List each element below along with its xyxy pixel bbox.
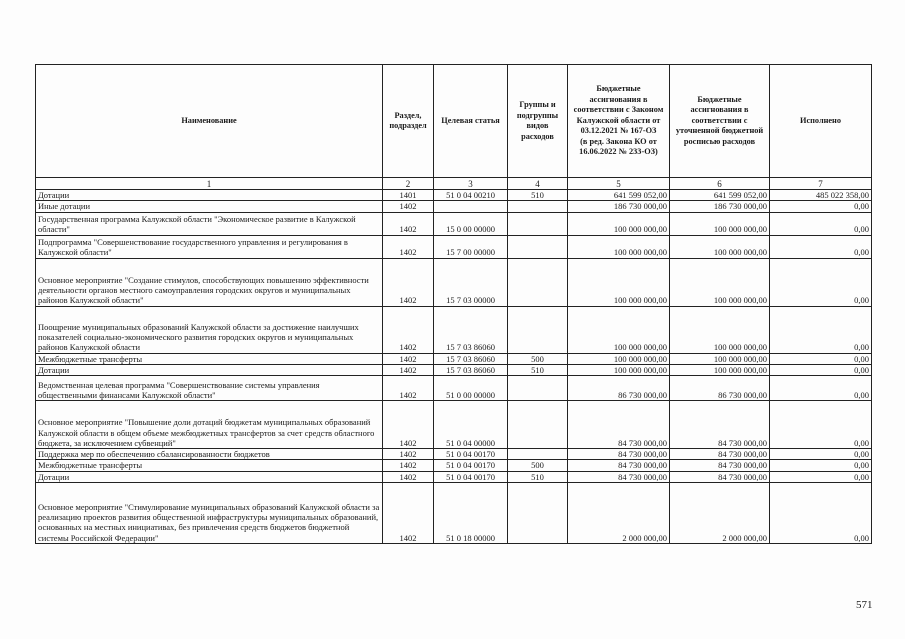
row-section: 1402 [383,401,434,449]
row-article: 51 0 04 00210 [434,190,508,201]
row-expense-group [508,235,568,258]
row-section: 1402 [383,201,434,212]
table-row [36,376,872,401]
row-section: 1402 [383,449,434,460]
row-law-amount: 86 730 000,00 [568,376,670,401]
row-law-amount: 100 000 000,00 [568,212,670,235]
row-roster-amount: 641 599 052,00 [670,190,770,201]
column-number: 1 [36,178,383,190]
row-section: 1402 [383,353,434,364]
row-roster-amount: 86 730 000,00 [670,376,770,401]
table-row [36,449,872,460]
row-roster-amount: 186 730 000,00 [670,201,770,212]
table-row [36,235,872,258]
table-row [36,483,872,544]
row-article [434,201,508,212]
row-roster-amount: 100 000 000,00 [670,258,770,306]
header-name: Наименование [36,65,383,178]
row-executed-amount: 0,00 [770,306,872,353]
column-number-row [36,178,872,190]
row-name: Межбюджетные трансферты [36,353,383,364]
row-roster-amount: 2 000 000,00 [670,483,770,544]
row-executed-amount: 0,00 [770,353,872,364]
header-article: Целевая статья [434,65,508,178]
row-expense-group [508,258,568,306]
row-name: Государственная программа Калужской области "Экономическое развитие в Калужской области" [36,212,383,235]
row-roster-amount: 84 730 000,00 [670,471,770,482]
row-expense-group: 500 [508,460,568,471]
row-name: Основное мероприятие "Повышение доли дотаций бюджетам муниципальных образований Калужской области в общем объеме межбюджетных трансфертов за счет средств областного бюджета, за исключением субвенций" [36,401,383,449]
row-expense-group [508,401,568,449]
row-article: 15 7 03 86060 [434,306,508,353]
table-row [36,471,872,482]
row-expense-group [508,201,568,212]
column-number: 3 [434,178,508,190]
row-name: Поощрение муниципальных образований Калужской области за достижение наилучших показателей социально-экономического развития городских округов и муниципальных районов Калужской области [36,306,383,353]
row-roster-amount: 100 000 000,00 [670,306,770,353]
row-executed-amount: 0,00 [770,376,872,401]
row-law-amount: 641 599 052,00 [568,190,670,201]
header-executed: Исполнено [770,65,872,178]
row-section: 1402 [383,483,434,544]
row-section: 1402 [383,235,434,258]
row-section: 1402 [383,364,434,375]
row-expense-group [508,212,568,235]
row-executed-amount: 0,00 [770,460,872,471]
row-expense-group: 510 [508,471,568,482]
row-expense-group: 510 [508,190,568,201]
row-expense-group: 500 [508,353,568,364]
row-expense-group [508,306,568,353]
row-roster-amount: 84 730 000,00 [670,460,770,471]
budget-table [35,64,872,544]
row-expense-group [508,449,568,460]
row-article: 15 7 00 00000 [434,235,508,258]
row-executed-amount: 0,00 [770,235,872,258]
row-section: 1401 [383,190,434,201]
header-roster-allocations: Бюджетные ассигнования в соответствии с уточненной бюджетной росписью расходов [670,65,770,178]
column-number: 5 [568,178,670,190]
row-article: 51 0 04 00170 [434,449,508,460]
row-law-amount: 2 000 000,00 [568,483,670,544]
row-law-amount: 84 730 000,00 [568,401,670,449]
row-section: 1402 [383,376,434,401]
row-expense-group: 510 [508,364,568,375]
column-number: 6 [670,178,770,190]
row-section: 1402 [383,471,434,482]
column-number: 2 [383,178,434,190]
row-law-amount: 84 730 000,00 [568,460,670,471]
row-executed-amount: 485 022 358,00 [770,190,872,201]
table-row [36,190,872,201]
row-expense-group [508,483,568,544]
row-executed-amount: 0,00 [770,201,872,212]
row-law-amount: 100 000 000,00 [568,364,670,375]
row-article: 15 7 03 86060 [434,353,508,364]
row-executed-amount: 0,00 [770,401,872,449]
column-number: 4 [508,178,568,190]
header-law-allocations-main: Бюджетные ассигнования в соответствии с Законом Калужской области от 03.12.2021 № 167-ОЗ [573,84,664,136]
row-name: Поддержка мер по обеспечению сбалансированности бюджетов [36,449,383,460]
row-executed-amount: 0,00 [770,258,872,306]
row-article: 15 7 03 86060 [434,364,508,375]
row-roster-amount: 100 000 000,00 [670,353,770,364]
table-row [36,353,872,364]
row-roster-amount: 84 730 000,00 [670,449,770,460]
header-law-allocations-amend: (в ред. Закона КО от 16.06.2022 № 233-ОЗ) [579,136,658,157]
row-name: Подпрограмма "Совершенствование государственного управления и регулирования в Калужской области" [36,235,383,258]
row-executed-amount: 0,00 [770,483,872,544]
row-article: 51 0 04 00000 [434,401,508,449]
row-name: Дотации [36,471,383,482]
row-name: Дотации [36,364,383,375]
row-roster-amount: 100 000 000,00 [670,235,770,258]
row-roster-amount: 84 730 000,00 [670,401,770,449]
row-name: Основное мероприятие "Создание стимулов, способствующих повышению эффективности деятельности органов местного самоуправления городских округов и муниципальных районов Калужской области" [36,258,383,306]
row-article: 51 0 18 00000 [434,483,508,544]
table-row [36,401,872,449]
row-section: 1402 [383,460,434,471]
row-executed-amount: 0,00 [770,449,872,460]
row-section: 1402 [383,212,434,235]
header-row [36,65,872,178]
row-section: 1402 [383,306,434,353]
row-article: 51 0 00 00000 [434,376,508,401]
row-expense-group [508,376,568,401]
row-law-amount: 186 730 000,00 [568,201,670,212]
row-executed-amount: 0,00 [770,471,872,482]
table-row [36,460,872,471]
row-name: Дотации [36,190,383,201]
row-law-amount: 84 730 000,00 [568,471,670,482]
row-roster-amount: 100 000 000,00 [670,212,770,235]
row-name: Межбюджетные трансферты [36,460,383,471]
table-row [36,258,872,306]
row-section: 1402 [383,258,434,306]
column-number: 7 [770,178,872,190]
page-number: 571 [856,599,873,611]
header-law-allocations [568,65,670,178]
row-name: Основное мероприятие "Стимулирование муниципальных образований Калужской области за реализацию проектов развития общественной инфраструктуры муниципальных образований, основанных на местных инициативах, без привлечения средств бюджетов бюджетной системы Российской Федерации" [36,483,383,544]
row-roster-amount: 100 000 000,00 [670,364,770,375]
row-executed-amount: 0,00 [770,212,872,235]
table-row [36,364,872,375]
table-row [36,306,872,353]
row-name: Иные дотации [36,201,383,212]
header-expense-group: Группы и подгруппы видов расходов [508,65,568,178]
row-law-amount: 100 000 000,00 [568,353,670,364]
table-row [36,201,872,212]
table-row [36,212,872,235]
row-law-amount: 100 000 000,00 [568,306,670,353]
row-article: 15 0 00 00000 [434,212,508,235]
row-article: 51 0 04 00170 [434,460,508,471]
row-article: 51 0 04 00170 [434,471,508,482]
row-executed-amount: 0,00 [770,364,872,375]
row-law-amount: 84 730 000,00 [568,449,670,460]
row-law-amount: 100 000 000,00 [568,258,670,306]
row-article: 15 7 03 00000 [434,258,508,306]
row-name: Ведомственная целевая программа "Совершенствование системы управления общественными финансами Калужской области" [36,376,383,401]
row-law-amount: 100 000 000,00 [568,235,670,258]
header-section: Раздел, подраздел [383,65,434,178]
